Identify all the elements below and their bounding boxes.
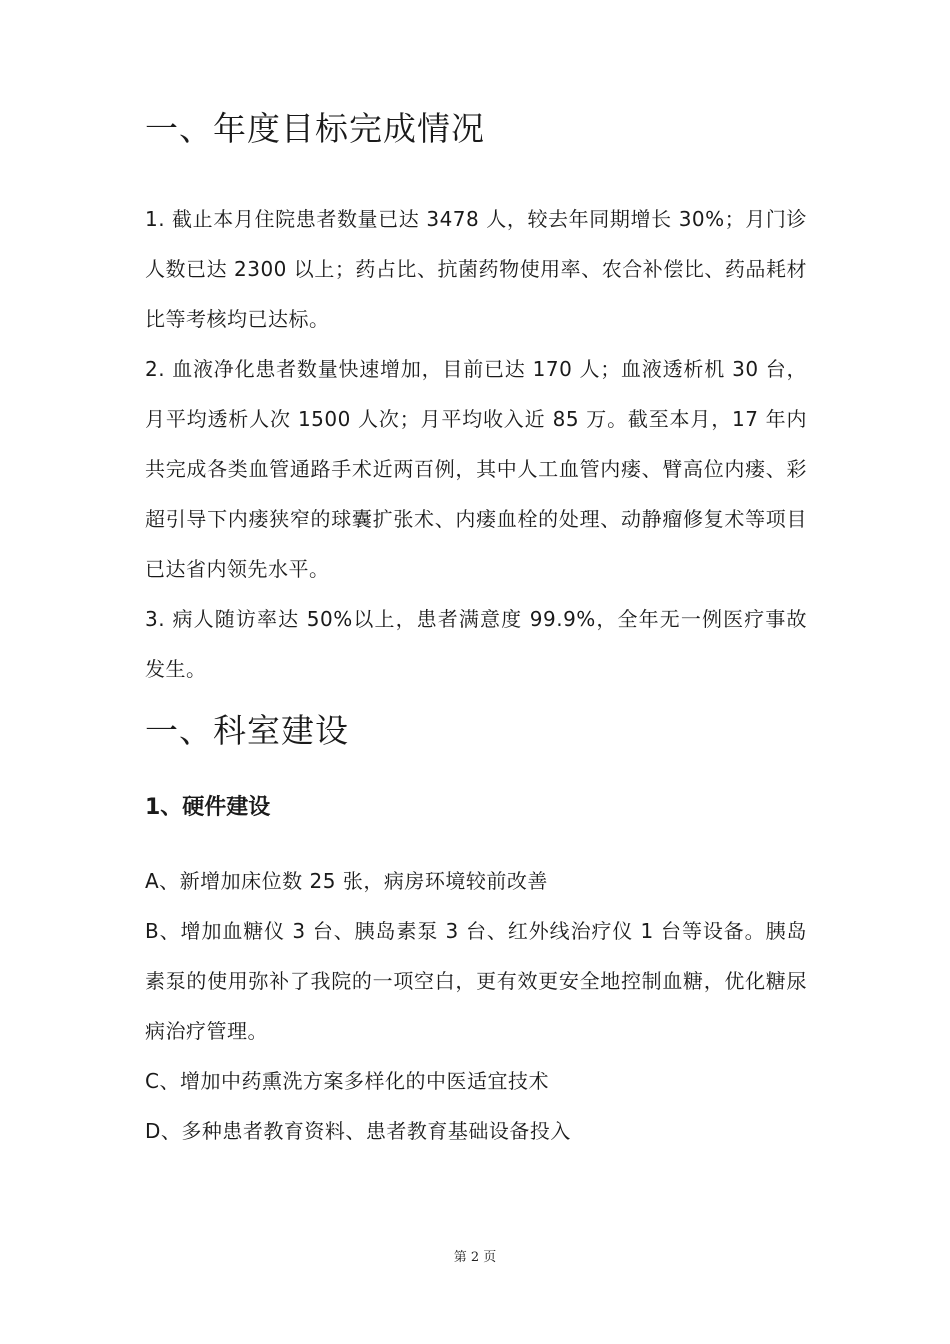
paragraph-goal-2: 2. 血液净化患者数量快速增加，目前已达 170 人；血液透析机 30 台，月平均透析人次 1500 人次；月平均收入近 85 万。截至本月，17 年内共完成各类血管通路手术近两百例，其中人工血管内瘘、臂高位内瘘、彩超引导下内瘘狭窄的球囊扩张术、内瘘血栓的处理、动静瘤修复术等项目已达省内领先水平。 bbox=[145, 357, 807, 581]
page-content bbox=[145, 100, 807, 1156]
list-item-b: B、增加血糖仪 3 台、胰岛素泵 3 台、红外线治疗仪 1 台等设备。胰岛素泵的使用弥补了我院的一项空白，更有效更安全地控制血糖，优化糖尿病治疗管理。 bbox=[145, 919, 807, 1043]
page-number-footer: 第 2 页 bbox=[453, 1250, 497, 1265]
section-heading-annual-goals: 一、年度目标完成情况 bbox=[145, 109, 485, 148]
list-item-c: C、增加中药熏洗方案多样化的中医适宜技术 bbox=[145, 1069, 549, 1093]
paragraph-goal-1: 1. 截止本月住院患者数量已达 3478 人，较去年同期增长 30%；月门诊人数已达 2300 以上；药占比、抗菌药物使用率、农合补偿比、药品耗材比等考核均已达标。 bbox=[145, 207, 807, 331]
section-heading-department-building: 一、科室建设 bbox=[145, 711, 349, 750]
subheading-hardware: 1、硬件建设 bbox=[145, 795, 271, 820]
paragraph-goal-3: 3. 病人随访率达 50%以上，患者满意度 99.9%，全年无一例医疗事故发生。 bbox=[145, 607, 807, 681]
list-item-a: A、新增加床位数 25 张，病房环境较前改善 bbox=[145, 869, 548, 893]
list-item-d: D、多种患者教育资料、患者教育基础设备投入 bbox=[145, 1119, 571, 1143]
